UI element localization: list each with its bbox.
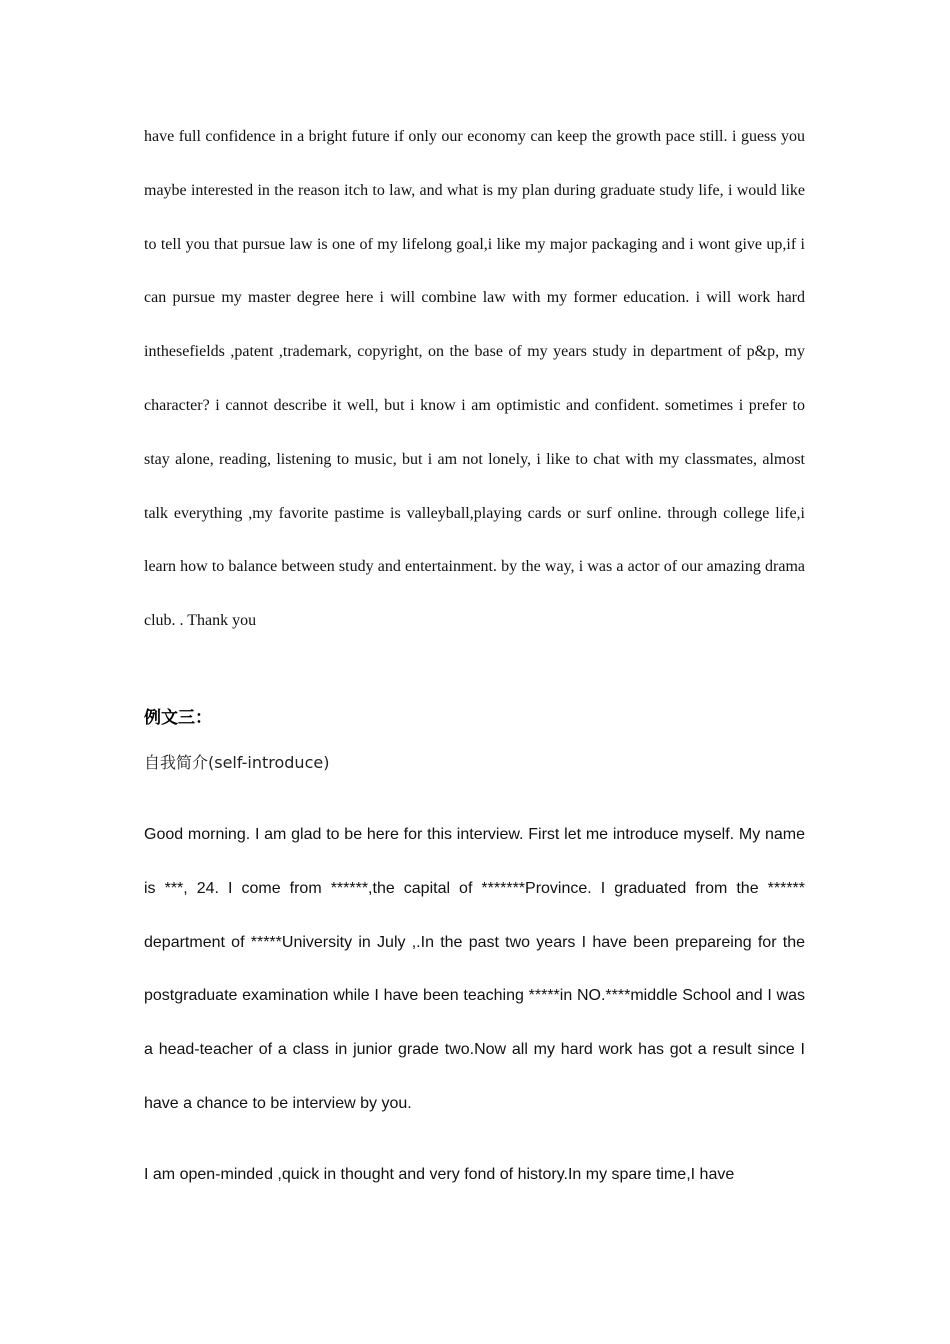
section-heading: 例文三： — [144, 708, 212, 728]
section-subtitle: 自我简介(self-introduce) — [144, 753, 330, 772]
body-paragraph-1: Good morning. I am glad to be here for this interview. First let me introduce myself. My name is ***, 24. I come from ******,the capital of *******Province. I graduated from the ****** department of *****University in July ,.In the past two years I have been prepareing for the postgraduate examination while I have been teaching *****in NO.****middle School and I was a head-teacher of a class in junior grade two.Now all my hard work has got a result since I have a chance to be interview by you. — [144, 826, 805, 1112]
body-paragraph-top: have full confidence in a bright future if only our economy can keep the growth pace still. i guess you maybe interested in the reason itch to law, and what is my plan during graduate study life, i would like to tell you that pursue law is one of my lifelong goal,i like my major packaging and i wont give up,if i can pursue my master degree here i will combine law with my former education. i will work hard inthesefields ,patent ,trademark, copyright, on the base of my years study in department of p&p, my character? i cannot describe it well, but i know i am optimistic and confident. sometimes i prefer to stay alone, reading, listening to music, but i am not lonely, i like to chat with my classmates, almost talk everything ,my favorite pastime is valleyball,playing cards or surf online. through college life,i learn how to balance between study and entertainment. by the way, i was a actor of our amazing drama club. . Thank you — [144, 128, 805, 630]
body-paragraph-2: I am open-minded ,quick in thought and very fond of history.In my spare time,I have — [144, 1166, 735, 1183]
